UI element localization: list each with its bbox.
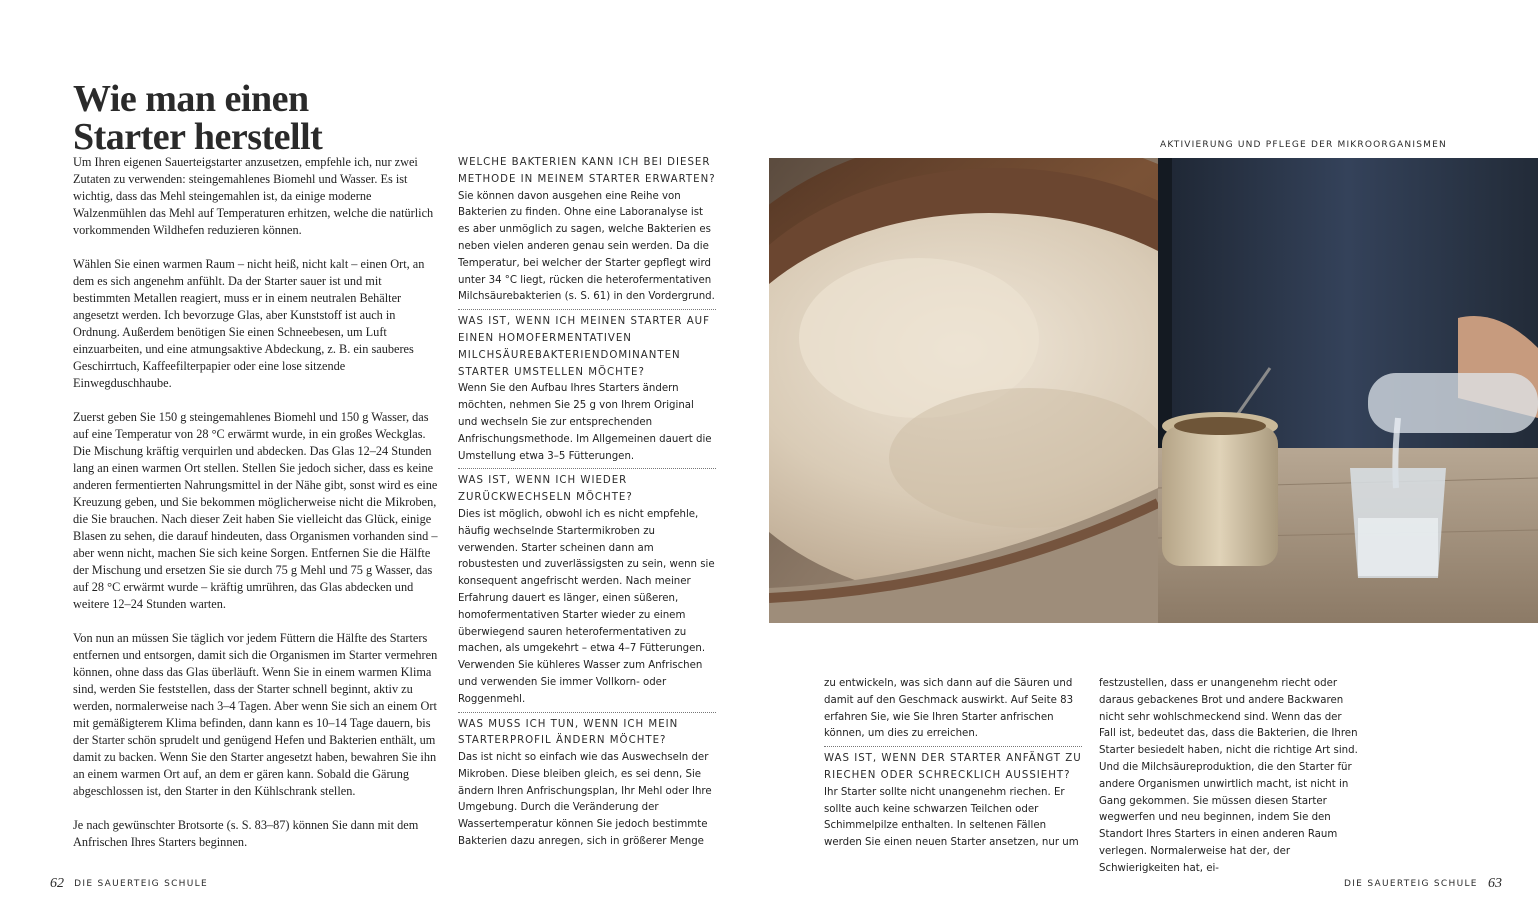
faq-question-3: WAS IST, WENN ICH WIEDER ZURÜCKWECHSELN MÖCHTE? <box>458 475 633 504</box>
continuation-text: zu entwickeln, was sich dann auf die Säuren und damit auf den Geschmack auswirkt. Auf Seite 83 erfahren Sie, wie Sie Ihren Starter anfrischen können, um dies zu erreichen. <box>824 678 1074 740</box>
troubleshooting-column <box>824 676 1082 852</box>
faq-answer-4: Das ist nicht so einfach wie das Auswechseln der Mikroben. Diese bleiben gleich, es sei denn, Sie ändern Ihren Anfrischungsplan, Ihr Mehl oder Ihre Umgebung. Durch die Veränderung der Wassertemperatur können Sie jedoch bestimmte Bakterien dazu anregen, sich in größerer Menge <box>458 752 712 848</box>
page-title-line1: Wie man einen <box>73 78 309 120</box>
starter-jar-water-photo <box>1158 158 1538 623</box>
faq-question-1: WELCHE BAKTERIEN KANN ICH BEI DIESER METHODE IN MEINEM STARTER ERWARTEN? <box>458 157 716 185</box>
running-head-right: DIE SAUERTEIG SCHULE <box>1344 879 1478 889</box>
starter-jar-illustration <box>1158 158 1538 623</box>
faq-answer-3: Dies ist möglich, obwohl ich es nicht empfehle, häufig wechselnde Startermikroben zu verwenden. Starter scheinen dann am robustesten und zuverlässigsten zu sein, wenn sie konsequent angefrischt werden. Nach meiner Erfahrung dauert es länger, einen süßeren, homofermentativen Starter wieder zu einem überwiegend sauren heterofermentativen zu machen, als umgekehrt – etwa 4–7 Fütterungen. Verwenden Sie kühleres Wasser zum Anfrischen und verwenden Sie immer Vollkorn- oder Roggenmehl. <box>458 508 715 705</box>
faq-question-2: WAS IST, WENN ICH MEINEN STARTER AUF EINEN HOMOFERMENTATIVEN MILCHSÄUREBAKTERIENDOMINANTEN STARTER UMSTELLEN MÖCHTE? <box>458 316 710 378</box>
flour-bowl-photo <box>769 158 1158 623</box>
intro-paragraph-2: Wählen Sie einen warmen Raum – nicht heiß, nicht kalt – einen Ort, an dem es sich angenehm anfühlt. Da der Starter sauer ist und mit bestimmten Metallen reagiert, muss er in einem neutralen Behälter angesetzt werden. Ich bevorzuge Glas, aber Kunststoff ist auch in Ordnung. Außerdem benötigen Sie einen Schneebesen, um Luft einzuarbeiten, und eine atmungsaktive Abdeckung, z. B. ein sauberes Geschirrtuch, Kaffeefilterpapier oder eine lose sitzende Einwegduschhaube. <box>73 257 425 390</box>
faq-answer-2: Wenn Sie den Aufbau Ihres Starters ändern möchten, nehmen Sie 25 g von Ihrem Original und wechseln Sie zur entsprechenden Anfrischungsmethode. Im Allgemeinen dauert die Umstellung etwa 3–5 Fütterungen. <box>458 383 712 462</box>
photo-caption <box>1160 140 1460 150</box>
intro-paragraph-1: Um Ihren eigenen Sauerteigstarter anzusetzen, empfehle ich, nur zwei Zutaten zu verwenden: steingemahlenes Biomehl und Wasser. Es ist wichtig, dass das Mehl steingemahlen ist, da einige moderne Walzenmühlen das Mehl auf Temperaturen erhitzen, welche die natürlich vorkommenden Wildhefen reduzieren können. <box>73 155 434 237</box>
troubleshooting-column-2 <box>1099 676 1361 878</box>
dotted-divider <box>824 746 1082 747</box>
intro-paragraph-5: Je nach gewünschter Brotsorte (s. S. 83–87) können Sie dann mit dem Anfrischen Ihres Starters beginnen. <box>73 818 419 849</box>
flour-bowl-illustration <box>769 158 1158 623</box>
faq-question-4: WAS MUSS ICH TUN, WENN ICH MEIN STARTERPROFIL ÄNDERN MÖCHTE? <box>458 718 679 747</box>
page-number-right: 63 <box>1487 876 1502 891</box>
photo-caption-text: AKTIVIERUNG UND PFLEGE DER MIKROORGANISMEN <box>1160 140 1447 150</box>
page-title-line2: Starter herstellt <box>73 116 323 158</box>
faq-column <box>458 155 716 851</box>
faq-answer-1: Sie können davon ausgehen eine Reihe von Bakterien zu finden. Ohne eine Laboranalyse ist es aber unmöglich zu sagen, welche Bakterien es neben vielen anderen genau sein werden. Da die Temperatur, bei welcher der Starter gepflegt wird unter 34 °C liegt, rücken die heterofermentativen Milchsäurebakterien (s. S. 61) in den Vordergrund. <box>458 190 715 303</box>
dotted-divider <box>458 468 716 469</box>
dotted-divider <box>458 309 716 310</box>
faq-question-5: WAS IST, WENN DER STARTER ANFÄNGT ZU RIECHEN ODER SCHRECKLICH AUSSIEHT? <box>824 753 1082 781</box>
page-number-left: 62 <box>50 876 64 891</box>
troubleshooting-text: festzustellen, dass er unangenehm riecht oder daraus gebackenes Brot und andere Backwaren nicht sehr wohlschmeckend sind. Wenn das der Fall ist, bedeutet das, dass die Bakterien, die Ihren Starter besiedelt haben, nicht die richtige Art sind. Und die Milchsäureproduktion, die den Starter für andere Organismen unwirtlich macht, ist nicht in Gang gekommen. Sie müssen diesen Starter wegwerfen und neu beginnen, indem Sie den Standort Ihres Starters in einen anderen Raum verlegen. Normalerweise hat der, der Schwierigkeiten hat, ei- <box>1099 678 1358 874</box>
intro-paragraph-4: Von nun an müssen Sie täglich vor jedem Füttern die Hälfte des Starters entfernen und entsorgen, damit sich die Organismen im Starter vermehren können, ohne dass das Glas überläuft. Wenn Sie in einem warmen Klima sind, werden Sie feststellen, dass der Starter schnell beginnt, aktiv zu werden, normalerweise nach 3–4 Tagen. Aber wenn Sie sich an einem Ort mit gemäßigterem Klima befinden, dann kann es 10–14 Tage dauern, bis der Starter schön sprudelt und genügend Hefen und Bakterien enthält, um damit zu backen. Wenn Sie den Starter angesetzt haben, bewahren Sie ihn an einem warmen Ort auf, an dem er gären kann. Sobald die Gärung abgeschlossen ist, den Starter in den Kühlschrank stellen. <box>73 631 438 798</box>
page-title <box>73 80 453 156</box>
footer-left <box>50 876 208 892</box>
footer-right <box>1344 876 1502 892</box>
intro-paragraph-3: Zuerst geben Sie 150 g steingemahlenes Biomehl und 150 g Wasser, das auf eine Temperatur von 28 °C erwärmt wurde, in ein großes Weckglas. Die Mischung kräftig verquirlen und abdecken. Das Glas 12–24 Stunden lang an einen warmen Ort stellen. Stellen Sie jedoch sicher, dass es keine anderen fermentierten Nahrungsmittel in der Nähe gibt, sonst wird es eine Kreuzung geben, und Sie bekommen möglicherweise nicht die Mikroben, die Sie brauchen. Nach dieser Zeit haben Sie vielleicht das Glück, einige Blasen zu sehen, die darauf hindeuten, dass Organismen vorhanden sind – aber wenn nicht, machen Sie sich keine Sorgen. Entfernen Sie die Hälfte der Mischung und ersetzen Sie sie durch 75 g Mehl und 75 g Wasser, das auf 28 °C erwärmt wurde – kräftig umrühren, das Glas abdecken und weitere 12–24 Stunden warten. <box>73 410 438 611</box>
running-head-left: DIE SAUERTEIG SCHULE <box>74 879 208 889</box>
dotted-divider <box>458 712 716 713</box>
faq-answer-5: Ihr Starter sollte nicht unangenehm riechen. Er sollte auch keine schwarzen Teilchen oder Schimmelpilze enthalten. In seltenen Fällen werden Sie einen neuen Starter ansetzen, nur um <box>824 786 1079 849</box>
intro-column <box>73 154 439 868</box>
